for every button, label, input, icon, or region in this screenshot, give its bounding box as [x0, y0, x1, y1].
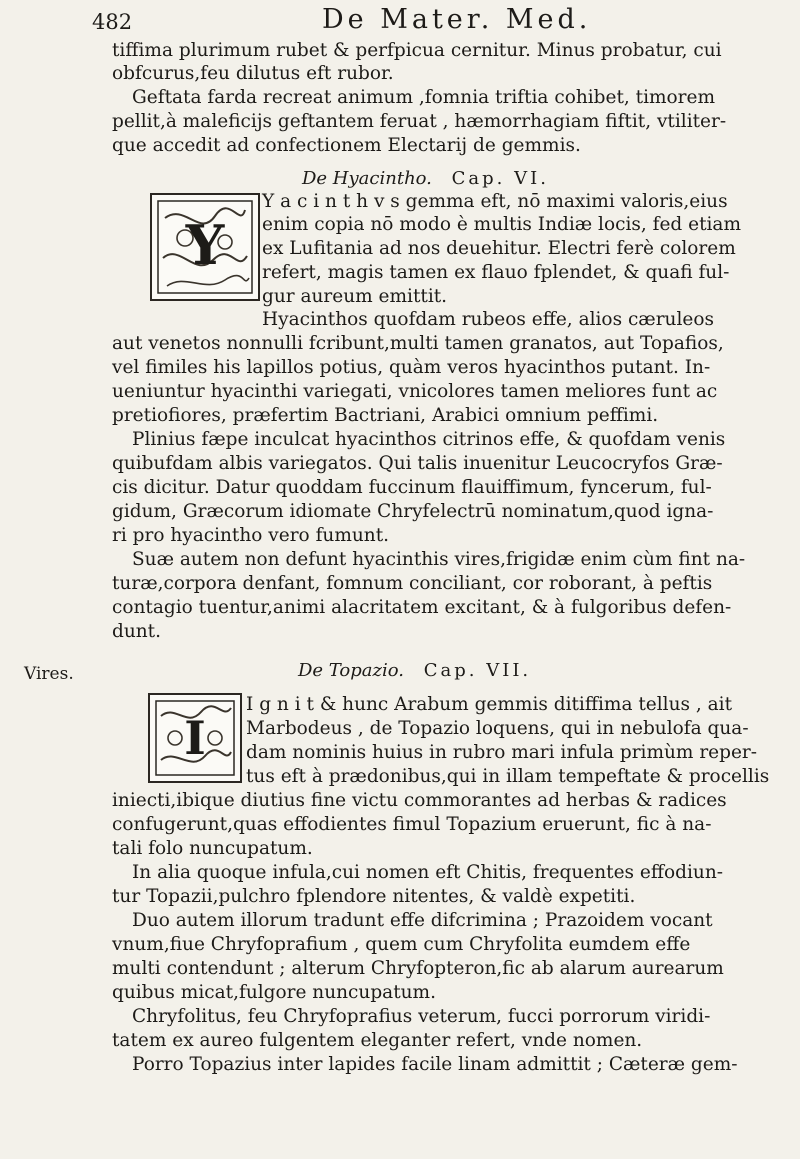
- text-line: In alia quoque infula,cui nomen eft Chitis, frequentes effodiun-: [132, 862, 723, 883]
- text-line: dam nominis huius in rubro mari infula primùm reper-: [246, 742, 758, 763]
- chapter-title: De Hyacintho.: [302, 168, 432, 189]
- chapter-title: De Topazio.: [298, 660, 404, 681]
- text-line: aut venetos nonnulli fcribunt,multi tamen granatos, aut Topafios,: [112, 333, 724, 354]
- page-number: 482: [92, 10, 133, 34]
- text-line: I g n i t & hunc Arabum gemmis ditiffima tellus , ait: [246, 694, 733, 715]
- text-line: vel fimiles his lapillos potius, quàm veros hyacinthos putant. In-: [112, 357, 711, 378]
- text-line: Chryfolitus, feu Chryfoprafius veterum, fucci porrorum viridi-: [132, 1006, 711, 1027]
- text-line: refert, magis tamen ex flauo fplendet, & quafi ful-: [262, 262, 730, 283]
- text-line: tali folo nuncupatum.: [112, 838, 313, 859]
- text-line: Plinius fæpe inculcat hyacinthos citrinos effe, & quofdam venis: [132, 429, 726, 450]
- text-line: pretiofiores, præfertim Bactriani, Arabici omnium peffimi.: [112, 405, 659, 426]
- text-line: Hyacinthos quofdam rubeos effe, alios cæruleos: [262, 309, 714, 330]
- chapter-number: Cap. VII.: [423, 660, 532, 681]
- text-line: tiffima plurimum rubet & perfpicua cernitur. Minus probatur, cui: [112, 40, 722, 61]
- text-line: vnum,fiue Chryfoprafium , quem cum Chryfolita eumdem effe: [112, 934, 691, 955]
- text-line: tur Topazii,pulchro fplendore nitentes, & valdè expetiti.: [112, 886, 636, 907]
- text-line: tus eft à prædonibus,qui in illam tempeftate & procellis: [246, 766, 770, 787]
- chapter-heading-hyacinth: [302, 168, 549, 189]
- text-line: multi contendunt ; alterum Chryfopteron,fic ab alarum aurearum: [112, 958, 724, 979]
- text-line: pellit,à maleficijs geftantem feruat , hæmorrhagiam fiftit, vtiliter-: [112, 111, 727, 132]
- text-line: contagio tuentur,animi alacritatem excitant, & à fulgoribus defen-: [112, 597, 732, 618]
- text-line: Porro Topazius inter lapides facile linam admittit ; Cæteræ gem-: [132, 1054, 738, 1075]
- margin-note: Vires.: [24, 664, 74, 684]
- text-line: Geftata farda recreat animum ,fomnia triftia cohibet, timorem: [132, 87, 716, 108]
- page-header: [92, 4, 752, 36]
- text-line: quibufdam albis variegatos. Qui talis inuenitur Leucocryfos Græ-: [112, 453, 723, 474]
- text-line: quibus micat,fulgore nuncupatum.: [112, 982, 436, 1003]
- text-line: cis dicitur. Datur quoddam fuccinum flauiffimum, fyncerum, ful-: [112, 477, 712, 498]
- text-line: obfcurus,feu dilutus eft rubor.: [112, 63, 394, 84]
- text-line: gur aureum emittit.: [262, 286, 448, 307]
- text-line: ri pro hyacintho vero fumunt.: [112, 525, 390, 546]
- svg-text:I: I: [184, 711, 206, 765]
- text-line: Duo autem illorum tradunt effe difcrimina ; Prazoidem vocant: [132, 910, 713, 931]
- text-line: ueniuntur hyacinthi variegati, vnicolores tamen meliores funt ac: [112, 381, 718, 402]
- text-line: dunt.: [112, 621, 161, 642]
- text-line: que accedit ad confectionem Electarij de gemmis.: [112, 135, 581, 156]
- chapter-heading-topaz: [298, 660, 531, 681]
- running-head: De Mater. Med.: [322, 4, 592, 35]
- text-line: gidum, Græcorum idiomate Chryfelectrū nominatum,quod igna-: [112, 501, 714, 522]
- svg-text:Y: Y: [185, 213, 225, 277]
- decorated-initial-i-icon: [148, 693, 242, 783]
- text-line: iniecti,ibique diutius fine victu commorantes ad herbas & radices: [112, 790, 727, 811]
- text-line: Y a c i n t h v s gemma eft, nō maximi valoris,eius: [262, 191, 728, 212]
- text-line: enim copia nō modo è multis Indiæ locis, fed etiam: [262, 214, 742, 235]
- chapter-number: Cap. VI.: [451, 168, 549, 189]
- text-line: ex Lufitania ad nos deuehitur. Electri ferè colorem: [262, 238, 736, 259]
- text-line: Marbodeus , de Topazio loquens, qui in nebulofa qua-: [246, 718, 749, 739]
- text-line: turæ,corpora denfant, fomnum conciliant, cor roborant, à peftis: [112, 573, 713, 594]
- decorated-initial-y-icon: [150, 193, 260, 301]
- text-line: Suæ autem non defunt hyacinthis vires,frigidæ enim cùm fint na-: [132, 549, 746, 570]
- text-line: tatem ex aureo fulgentem eleganter refert, vnde nomen.: [112, 1030, 643, 1051]
- text-line: confugerunt,quas effodientes fimul Topazium eruerunt, fic à na-: [112, 814, 712, 835]
